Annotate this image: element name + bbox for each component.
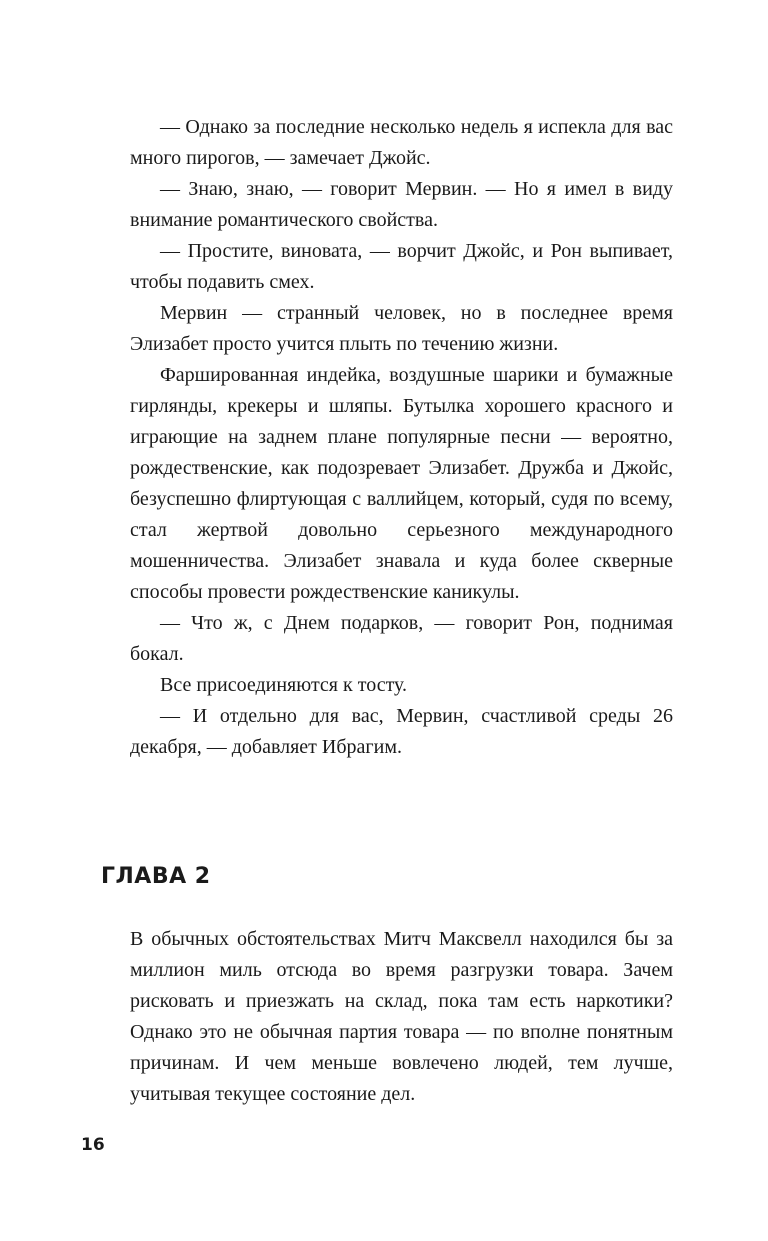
paragraph: Мервин — странный человек, но в последнее время Элизабет просто учится плыть по течению жизни. [130,302,673,355]
paragraph: — Знаю, знаю, — говорит Мервин. — Но я имел в виду внимание романтического свойства. [130,178,673,231]
paragraph: Все присоединяются к тосту. [160,674,408,696]
chapter-text [130,924,673,1110]
section-text [130,112,673,763]
paragraph: — Простите, виновата, — ворчит Джойс, и Рон выпивает, чтобы подавить смех. [130,240,673,293]
page-number: 16 [81,1135,105,1155]
paragraph: — Однако за последние несколько недель я испекла для вас много пирогов, — замечает Джойс. [130,116,673,169]
paragraph: — И отдельно для вас, Мервин, счастливой среды 26 декабря, — добавляет Ибрагим. [130,705,673,758]
paragraph: В обычных обстоятельствах Митч Максвелл находился бы за миллион миль отсюда во время разгрузки товара. Зачем рисковать и приезжать на склад, пока там есть наркотики? Однако это не обычная партия товара — по вполне понятным причинам. И чем меньше вовлечено людей, тем лучше, учитывая текущее состояние дел. [130,928,673,1105]
paragraph: Фаршированная индейка, воздушные шарики и бумажные гирлянды, крекеры и шляпы. Бутылка хорошего красного и играющие на заднем плане популярные песни — вероятно, рождественские, как подозревает Элизабет. Дружба и Джойс, безуспешно флиртующая с валлийцем, который, судя по всему, стал жертвой довольно серьезного международного мошенничества. Элизабет знавала и куда более скверные способы провести рождественские каникулы. [130,364,673,603]
paragraph: — Что ж, с Днем подарков, — говорит Рон, поднимая бокал. [130,612,673,665]
chapter-title: ГЛАВА 2 [101,864,211,889]
